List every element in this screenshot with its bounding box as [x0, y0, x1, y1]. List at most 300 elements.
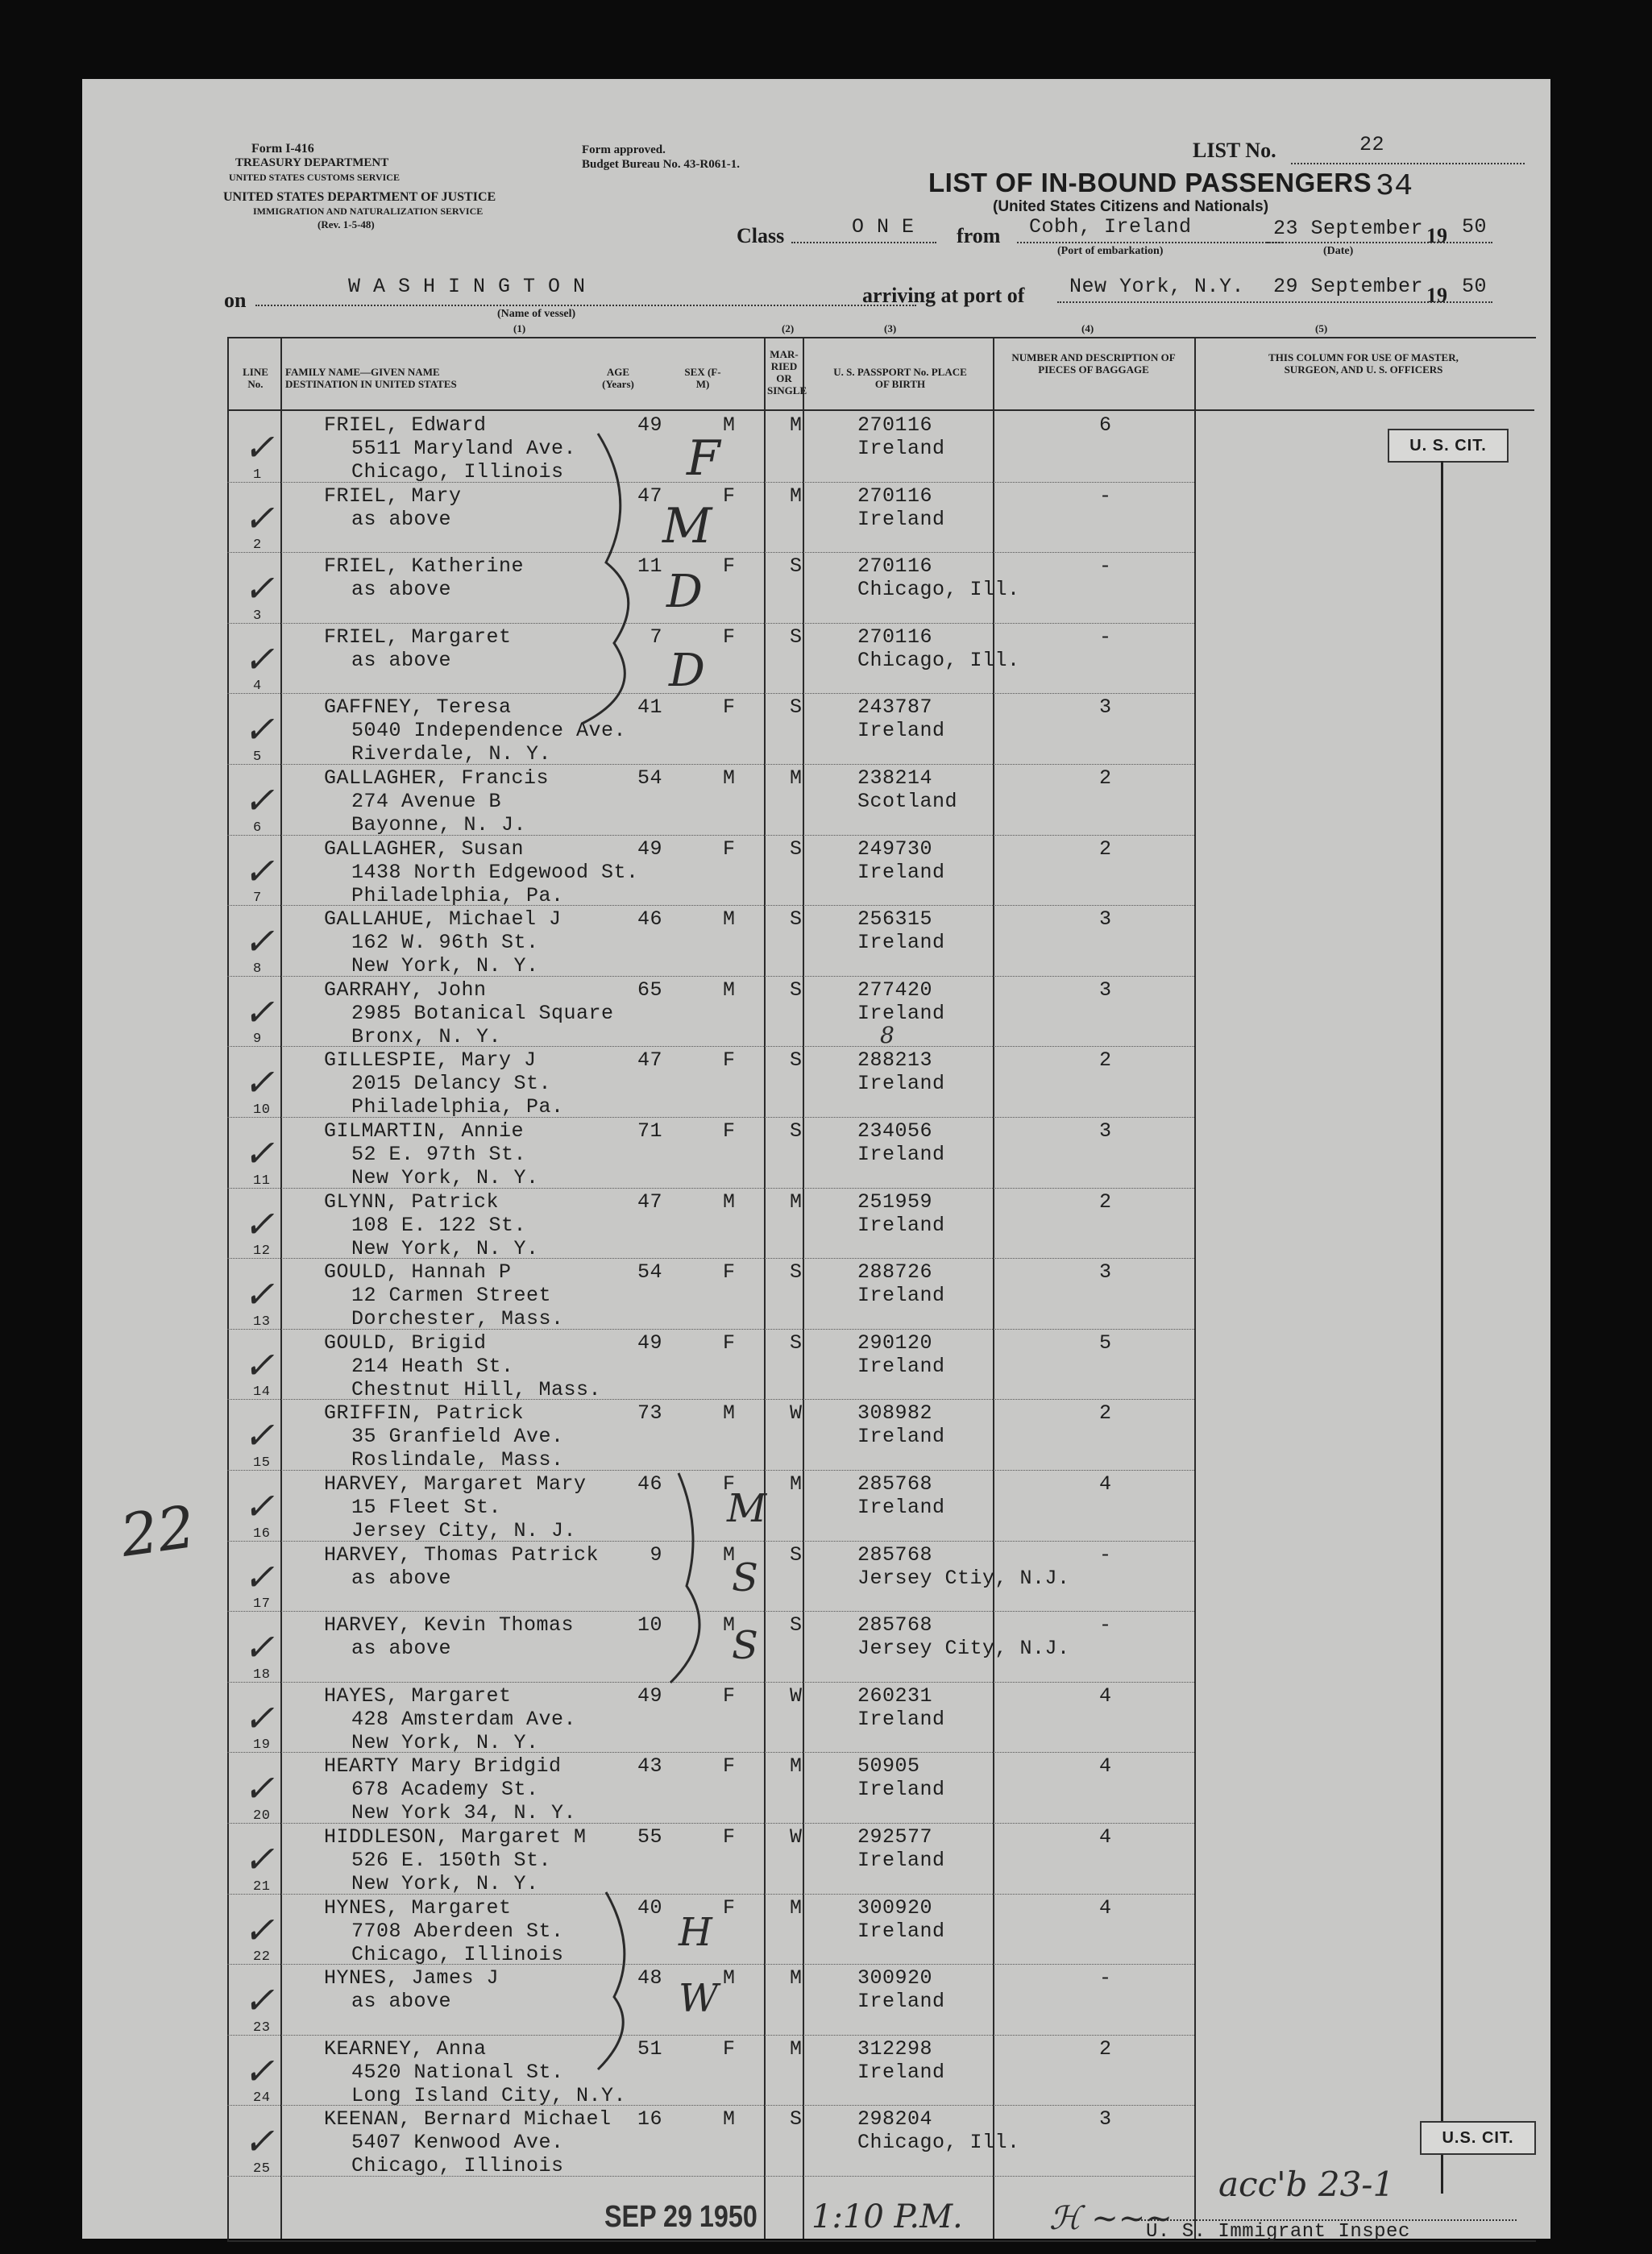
row-separator: [227, 905, 1194, 906]
line-number: 5: [253, 749, 262, 765]
header-rule: [227, 409, 1534, 411]
check-mark-icon: ✓: [243, 2119, 275, 2164]
row-separator: [227, 2176, 1194, 2177]
handwritten-passport-note: 8: [880, 1022, 894, 1048]
passenger-sex: F: [723, 1825, 736, 1849]
row-separator: [227, 1188, 1194, 1189]
check-mark-icon: ✓: [243, 1625, 275, 1670]
passport-number: 277420: [857, 978, 933, 1002]
place-of-birth: Chicago, Ill.: [857, 648, 1020, 672]
passenger-address-line1: as above: [351, 1637, 452, 1661]
passenger-address-line1: 4520 National St.: [351, 2060, 564, 2084]
passenger-marital-status: S: [790, 1048, 803, 1073]
place-of-birth: Ireland: [857, 1143, 945, 1166]
row-separator: [227, 1399, 1194, 1400]
passenger-marital-status: S: [790, 695, 803, 720]
passenger-age: 73: [637, 1401, 662, 1426]
line-number: 6: [253, 820, 262, 836]
line-number: 8: [253, 961, 262, 977]
passenger-address-line1: as above: [351, 648, 452, 672]
passport-number: 234056: [857, 1119, 933, 1143]
from-underline: [1017, 242, 1283, 243]
place-of-birth: Ireland: [857, 1425, 945, 1449]
passenger-address-line1: 5040 Independence Ave.: [351, 719, 627, 743]
baggage-count: 5: [1099, 1330, 1112, 1355]
passenger-name: HARVEY, Kevin Thomas: [324, 1613, 575, 1638]
passenger-age: 46: [637, 907, 662, 932]
col-head-age: AGE (Years): [602, 366, 634, 390]
passenger-sex: F: [723, 695, 736, 720]
passenger-name: GAFFNEY, Teresa: [324, 695, 512, 720]
line-number: 12: [253, 1243, 271, 1260]
inspector-label: U. S. Immigrant Inspec: [1146, 2221, 1410, 2243]
line-number: 18: [253, 1667, 271, 1683]
passenger-age: 10: [637, 1613, 662, 1638]
arrival-underline: [1057, 301, 1492, 303]
passenger-address-line1: as above: [351, 1990, 452, 2014]
place-of-birth: Ireland: [857, 1919, 945, 1943]
row-separator: [227, 1964, 1194, 1965]
check-mark-icon: ✓: [243, 1131, 275, 1175]
passenger-age: 54: [637, 1260, 662, 1285]
port-of-embarkation: Cobh, Ireland: [1029, 215, 1192, 239]
check-mark-icon: ✓: [243, 849, 275, 893]
passenger-name: GALLAGHER, Susan: [324, 836, 525, 861]
col-number-5: (5): [1315, 322, 1328, 334]
passenger-name: GILLESPIE, Mary J: [324, 1048, 537, 1073]
row-separator: [227, 976, 1194, 977]
baggage-count: 2: [1099, 1189, 1112, 1214]
passenger-address-line1: 108 E. 122 St.: [351, 1213, 527, 1237]
passport-number: 251959: [857, 1189, 933, 1214]
place-of-birth: Jersey Ctiy, N.J.: [857, 1566, 1070, 1590]
passenger-age: 65: [637, 978, 662, 1002]
passenger-sex: F: [723, 1754, 736, 1779]
place-of-birth: Chicago, Ill.: [857, 2131, 1020, 2155]
arrival-year: 50: [1462, 275, 1488, 298]
row-separator: [227, 835, 1194, 836]
form-number: Form I-416: [251, 142, 314, 156]
passenger-name: KEENAN, Bernard Michael: [324, 2107, 612, 2132]
check-mark-icon: ✓: [243, 1343, 275, 1387]
budget-bureau: Budget Bureau No. 43-R061-1.: [582, 158, 740, 171]
passenger-sex: M: [723, 766, 736, 790]
check-mark-icon: ✓: [243, 708, 275, 752]
relation-mark: F: [687, 430, 720, 487]
check-mark-icon: ✓: [243, 990, 275, 1034]
passenger-address-line2: Bayonne, N. J.: [351, 813, 527, 836]
row-separator: [227, 1541, 1194, 1542]
row-separator: [227, 1682, 1194, 1683]
row-separator: [227, 1611, 1194, 1612]
port-of-arrival: New York, N.Y.: [1069, 275, 1245, 298]
passenger-address-line1: as above: [351, 1566, 452, 1590]
passenger-name: KEARNEY, Anna: [324, 2036, 487, 2061]
passenger-age: 49: [637, 836, 662, 861]
manifest-page: [82, 79, 1550, 2243]
passenger-age: 49: [637, 1683, 662, 1708]
passenger-address-line1: 428 Amsterdam Ave.: [351, 1707, 577, 1731]
passenger-sex: M: [723, 1542, 736, 1567]
col-head-line: LINE No.: [243, 366, 268, 390]
passenger-sex: F: [723, 836, 736, 861]
passenger-name: GRIFFIN, Patrick: [324, 1401, 525, 1426]
relation-mark: W: [679, 1976, 719, 2021]
col-head-baggage: NUMBER AND DESCRIPTION OF PIECES OF BAGGAGE: [1011, 351, 1176, 376]
handwritten-time: 1:10 P.M.: [811, 2198, 963, 2235]
passenger-address-line2: Long Island City, N.Y.: [351, 2083, 627, 2107]
row-separator: [227, 1117, 1194, 1118]
place-of-birth: Ireland: [857, 507, 945, 531]
baggage-count: 2: [1099, 2036, 1112, 2061]
passport-number: 50905: [857, 1754, 920, 1779]
class-label: Class: [737, 224, 785, 247]
line-number: 19: [253, 1737, 271, 1754]
row-separator: [227, 693, 1194, 694]
row-separator: [227, 1470, 1194, 1471]
class-underline: [791, 242, 936, 243]
passenger-marital-status: S: [790, 1260, 803, 1285]
passenger-age: 54: [637, 766, 662, 790]
passenger-address-line1: 15 Fleet St.: [351, 1496, 502, 1519]
line-number: 4: [253, 679, 262, 695]
passenger-name: HYNES, James J: [324, 1966, 500, 1990]
passenger-sex: F: [723, 1048, 736, 1073]
baggage-count: 3: [1099, 1260, 1112, 1285]
passport-number: 238214: [857, 766, 933, 790]
passenger-address-line1: 52 E. 97th St.: [351, 1143, 527, 1166]
passenger-address-line2: Riverdale, N. Y.: [351, 742, 552, 766]
passenger-name: GOULD, Hannah P: [324, 1260, 512, 1285]
us-citizen-bracket-line: [1441, 461, 1443, 2194]
passenger-name: HARVEY, Thomas Patrick: [324, 1542, 600, 1567]
passport-number: 285768: [857, 1472, 933, 1496]
passenger-age: 49: [637, 1330, 662, 1355]
line-number: 9: [253, 1032, 262, 1048]
baggage-count: 3: [1099, 907, 1112, 932]
passenger-address-line1: 162 W. 96th St.: [351, 931, 539, 955]
passenger-marital-status: S: [790, 554, 803, 579]
passenger-address-line2: New York 34, N. Y.: [351, 1801, 577, 1825]
place-of-birth: Ireland: [857, 1001, 945, 1025]
passenger-marital-status: S: [790, 2107, 803, 2132]
customs-service: UNITED STATES CUSTOMS SERVICE: [229, 172, 400, 183]
passport-number: 243787: [857, 695, 933, 720]
col-divider: [1194, 337, 1196, 2239]
line-number: 22: [253, 1949, 271, 1966]
row-separator: [227, 1329, 1194, 1330]
line-number: 10: [253, 1102, 271, 1118]
passenger-name: GLYNN, Patrick: [324, 1189, 500, 1214]
passenger-age: 49: [637, 413, 662, 437]
passenger-age: 51: [637, 2036, 662, 2061]
passenger-sex: M: [723, 413, 736, 437]
passenger-address-line2: Bronx, N. Y.: [351, 1024, 502, 1048]
embarkation-caption: (Port of embarkation): [1057, 245, 1164, 257]
date-underline: [1267, 242, 1492, 243]
passenger-address-line2: Roslindale, Mass.: [351, 1448, 564, 1472]
row-separator: [227, 764, 1194, 765]
handwritten-signature: ℋ ~~~: [1049, 2200, 1173, 2237]
baggage-count: -: [1099, 484, 1112, 508]
passenger-marital-status: M: [790, 766, 803, 790]
line-number: 25: [253, 2161, 271, 2177]
class-value: O N E: [852, 215, 915, 239]
passenger-marital-status: M: [790, 1472, 803, 1496]
passenger-address-line2: Philadelphia, Pa.: [351, 883, 564, 907]
passenger-address-line2: Philadelphia, Pa.: [351, 1095, 564, 1119]
row-separator: [227, 1894, 1194, 1895]
passenger-sex: F: [723, 1119, 736, 1143]
passenger-age: 43: [637, 1754, 662, 1779]
relation-mark: S: [732, 1555, 758, 1600]
arrival-date: 29 September: [1273, 275, 1424, 298]
passenger-address-line1: 12 Carmen Street: [351, 1284, 552, 1308]
passenger-sex: F: [723, 1330, 736, 1355]
form-approved: Form approved.: [582, 143, 666, 156]
passenger-sex: F: [723, 2036, 736, 2061]
passenger-name: HAYES, Margaret: [324, 1683, 512, 1708]
baggage-count: 2: [1099, 1048, 1112, 1073]
passport-number: 308982: [857, 1401, 933, 1426]
baggage-count: -: [1099, 1613, 1112, 1638]
baggage-count: -: [1099, 1542, 1112, 1567]
baggage-count: 4: [1099, 1683, 1112, 1708]
department-name: TREASURY DEPARTMENT: [235, 156, 389, 169]
check-mark-icon: ✓: [243, 1484, 275, 1528]
passenger-name: HARVEY, Margaret Mary: [324, 1472, 587, 1496]
place-of-birth: Ireland: [857, 931, 945, 955]
passport-number: 292577: [857, 1825, 933, 1849]
baggage-count: 2: [1099, 836, 1112, 861]
place-of-birth: Ireland: [857, 1778, 945, 1802]
place-of-birth: Ireland: [857, 1213, 945, 1237]
passenger-age: 47: [637, 484, 662, 508]
baggage-count: 6: [1099, 413, 1112, 437]
passenger-address-line2: Chicago, Illinois: [351, 1942, 564, 1966]
passenger-name: FRIEL, Katherine: [324, 554, 525, 579]
place-of-birth: Ireland: [857, 1072, 945, 1096]
relation-mark: H: [679, 1910, 712, 1955]
passenger-sex: M: [723, 1613, 736, 1638]
passenger-sex: M: [723, 2107, 736, 2132]
check-mark-icon: ✓: [243, 1555, 275, 1599]
passenger-address-line2: New York, N. Y.: [351, 954, 539, 978]
check-mark-icon: ✓: [243, 637, 275, 681]
passenger-age: 16: [637, 2107, 662, 2132]
passenger-age: 41: [637, 695, 662, 720]
passenger-sex: M: [723, 1966, 736, 1990]
passenger-marital-status: S: [790, 1119, 803, 1143]
passenger-sex: F: [723, 625, 736, 649]
from-label: from: [957, 224, 1001, 247]
line-number: 13: [253, 1314, 271, 1330]
row-separator: [227, 2105, 1194, 2106]
passenger-address-line1: 35 Granfield Ave.: [351, 1425, 564, 1449]
col-number-2: (2): [782, 322, 795, 334]
check-mark-icon: ✓: [243, 567, 275, 611]
passport-number: 285768: [857, 1542, 933, 1567]
check-mark-icon: ✓: [243, 1978, 275, 2023]
handwritten-margin-number: 22: [116, 1492, 200, 1570]
passenger-marital-status: S: [790, 836, 803, 861]
passenger-marital-status: M: [790, 484, 803, 508]
passenger-name: FRIEL, Mary: [324, 484, 462, 508]
passenger-marital-status: M: [790, 2036, 803, 2061]
passenger-sex: F: [723, 554, 736, 579]
check-mark-icon: ✓: [243, 1061, 275, 1105]
check-mark-icon: ✓: [243, 1837, 275, 1881]
line-number: 2: [253, 538, 262, 554]
baggage-count: 4: [1099, 1472, 1112, 1496]
col-head-officers: THIS COLUMN FOR USE OF MASTER, SURGEON, AND U. S. OFFICERS: [1268, 351, 1459, 376]
document-subtitle: (United States Citizens and Nationals): [993, 198, 1269, 215]
check-mark-icon: ✓: [243, 1696, 275, 1740]
passport-number: 270116: [857, 484, 933, 508]
passenger-name: GALLAHUE, Michael J: [324, 907, 562, 932]
passport-number: 300920: [857, 1966, 933, 1990]
inspector-rule: [1138, 2219, 1517, 2221]
passenger-marital-status: S: [790, 978, 803, 1002]
line-number: 24: [253, 2090, 271, 2107]
line-number: 23: [253, 2019, 271, 2036]
passenger-age: 47: [637, 1189, 662, 1214]
passenger-address-line2: New York, N. Y.: [351, 1872, 539, 1895]
line-number: 15: [253, 1455, 271, 1471]
passport-number: 285768: [857, 1613, 933, 1638]
passenger-marital-status: S: [790, 625, 803, 649]
page-number: 34: [1376, 169, 1413, 204]
passenger-marital-status: M: [790, 1754, 803, 1779]
date-stamp: SEP 29 1950: [604, 2200, 758, 2234]
baggage-count: 4: [1099, 1754, 1112, 1779]
relation-mark: M: [662, 498, 712, 554]
line-number: 14: [253, 1384, 271, 1401]
passenger-sex: F: [723, 1472, 736, 1496]
relation-mark: D: [669, 645, 705, 697]
on-label: on: [224, 288, 247, 312]
relation-mark: M: [727, 1486, 767, 1531]
passenger-age: 47: [637, 1048, 662, 1073]
passenger-sex: F: [723, 1895, 736, 1920]
row-separator: [227, 1752, 1194, 1753]
baggage-count: 2: [1099, 1401, 1112, 1426]
place-of-birth: Chicago, Ill.: [857, 578, 1020, 602]
baggage-count: 3: [1099, 695, 1112, 720]
arriving-label: arriving at port of: [862, 284, 1025, 307]
date-caption: (Date): [1323, 245, 1354, 257]
place-of-birth: Jersey City, N.J.: [857, 1637, 1070, 1661]
place-of-birth: Ireland: [857, 1354, 945, 1378]
passenger-address-line1: as above: [351, 578, 452, 602]
passport-number: 288726: [857, 1260, 933, 1285]
passenger-address-line1: 5407 Kenwood Ave.: [351, 2131, 564, 2155]
place-of-birth: Ireland: [857, 1496, 945, 1519]
passenger-marital-status: W: [790, 1401, 803, 1426]
check-mark-icon: ✓: [243, 2049, 275, 2093]
passenger-marital-status: M: [790, 413, 803, 437]
row-separator: [227, 1046, 1194, 1047]
line-number: 11: [253, 1173, 271, 1189]
col-head-married: MAR- RIED OR SINGLE: [767, 348, 807, 396]
check-mark-icon: ✓: [243, 1202, 275, 1246]
baggage-count: 4: [1099, 1895, 1112, 1920]
passenger-sex: M: [723, 1401, 736, 1426]
passenger-address-line1: 678 Academy St.: [351, 1778, 539, 1802]
passenger-address-line2: Chicago, Illinois: [351, 2154, 564, 2178]
row-separator: [227, 623, 1194, 624]
passenger-marital-status: W: [790, 1683, 803, 1708]
baggage-count: 3: [1099, 978, 1112, 1002]
passport-number: 288213: [857, 1048, 933, 1073]
place-of-birth: Ireland: [857, 860, 945, 884]
passenger-name: GILMARTIN, Annie: [324, 1119, 525, 1143]
relation-mark: D: [666, 566, 703, 618]
baggage-count: -: [1099, 625, 1112, 649]
passenger-address-line1: as above: [351, 507, 452, 531]
passenger-name: HIDDLESON, Margaret M: [324, 1825, 587, 1849]
passenger-age: 9: [650, 1542, 662, 1567]
document-title: LIST OF IN-BOUND PASSENGERS: [928, 168, 1372, 197]
passenger-address-line1: 2985 Botanical Square: [351, 1001, 614, 1025]
check-mark-icon: ✓: [243, 1413, 275, 1458]
check-mark-icon: ✓: [243, 496, 275, 540]
place-of-birth: Ireland: [857, 437, 945, 460]
year-prefix-2: 19: [1426, 284, 1447, 307]
line-number: 17: [253, 1596, 271, 1613]
us-citizen-stamp-bottom: U.S. CIT.: [1420, 2121, 1536, 2155]
baggage-count: -: [1099, 1966, 1112, 1990]
passenger-age: 48: [637, 1966, 662, 1990]
passenger-address-line2: Chestnut Hill, Mass.: [351, 1377, 602, 1401]
passenger-address-line2: Chicago, Illinois: [351, 460, 564, 484]
passenger-sex: M: [723, 1189, 736, 1214]
departure-year: 50: [1462, 215, 1488, 239]
revision-date: (Rev. 1-5-48): [318, 218, 375, 230]
list-no-underline: [1291, 163, 1525, 164]
check-mark-icon: ✓: [243, 425, 275, 469]
passenger-marital-status: S: [790, 1330, 803, 1355]
passport-number: 298204: [857, 2107, 933, 2132]
passport-number: 270116: [857, 554, 933, 579]
passenger-address-line1: 7708 Aberdeen St.: [351, 1919, 564, 1943]
passenger-name: FRIEL, Margaret: [324, 625, 512, 649]
baggage-count: 2: [1099, 766, 1112, 790]
line-number: 20: [253, 1808, 271, 1824]
vessel-underline: [255, 305, 916, 306]
us-citizen-stamp: U. S. CIT.: [1388, 429, 1509, 463]
place-of-birth: Ireland: [857, 1849, 945, 1872]
baggage-count: -: [1099, 554, 1112, 579]
check-mark-icon: ✓: [243, 919, 275, 964]
place-of-birth: Ireland: [857, 1707, 945, 1731]
list-no-value: 22: [1359, 133, 1385, 156]
year-prefix: 19: [1426, 224, 1447, 247]
check-mark-icon: ✓: [243, 1907, 275, 1952]
check-mark-icon: ✓: [243, 1272, 275, 1317]
passenger-age: 7: [650, 625, 662, 649]
place-of-birth: Ireland: [857, 719, 945, 743]
col-number-4: (4): [1081, 322, 1094, 334]
passenger-marital-status: W: [790, 1825, 803, 1849]
passenger-sex: F: [723, 1260, 736, 1285]
row-separator: [227, 1823, 1194, 1824]
passport-number: 300920: [857, 1895, 933, 1920]
check-mark-icon: ✓: [243, 778, 275, 822]
passenger-address-line2: Jersey City, N. J.: [351, 1519, 577, 1542]
passenger-age: 40: [637, 1895, 662, 1920]
col-head-sex: SEX (F-M): [684, 366, 721, 390]
